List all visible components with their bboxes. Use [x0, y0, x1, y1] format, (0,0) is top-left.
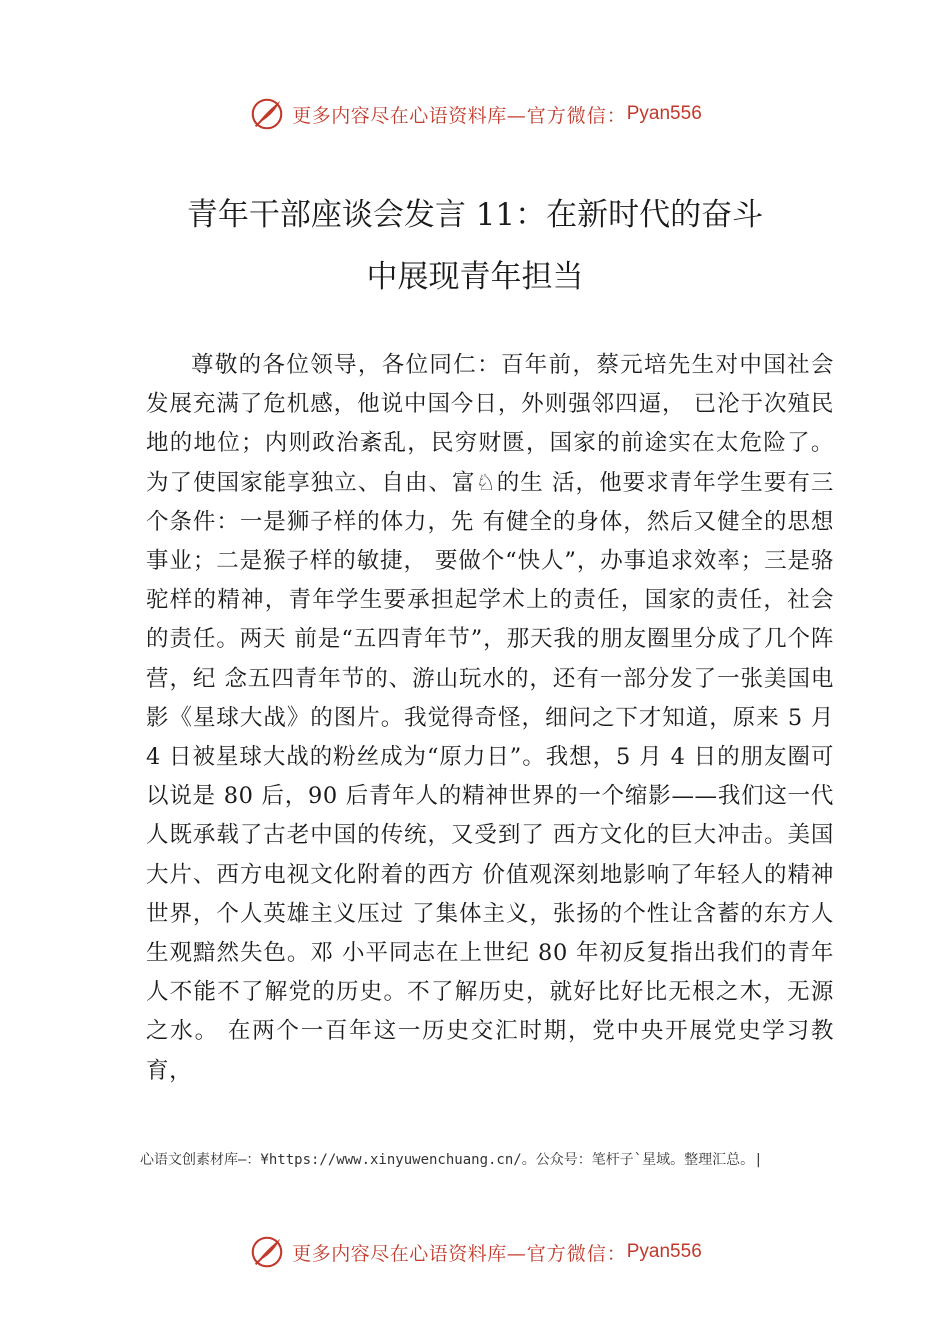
title-line-2: 中展现青年担当 [366, 259, 584, 295]
header-banner [0, 94, 950, 134]
wechat-id: Pyan556 [626, 103, 702, 124]
title-line-1: 青年干部座谈会发言 11：在新时代的奋斗 [186, 197, 764, 233]
feather-pen-logo-icon [248, 95, 286, 133]
wechat-id: Pyan556 [626, 1241, 702, 1262]
source-footnote: 心语文创素材库—：¥https://www.xinyuwenchuang.cn/。公众号：笔杆子`星域。整理汇总。| [140, 1152, 763, 1168]
banner-text: 更多内容尽在心语资料库 [292, 104, 507, 127]
footer-banner [0, 1232, 950, 1272]
body-paragraph: 尊敬的各位领导，各位同仁：百年前，蔡元培先生对中国社会发展充满了危机感，他说中国今日，外则强邻四逼， 已沦于次殖民地的地位；内则政治紊乱，民穷财匮，国家的前途实在太危险了。为了使国家能享独立、自由、富♘的生 活，他要求青年学生要有三个条件：一是狮子样的体力，先 有健全的身体，然后又健全的思想事业；二是猴子样的敏捷， 要做个“快人”，办事追求效率；三是骆驼样的精神，青年学生要承担起学术上的责任，国家的责任，社会的责任。两天 前是“五四青年节”，那天我的朋友圈里分成了几个阵营，纪 念五四青年节的、游山玩水的，还有一部分发了一张美国电 影《星球大战》的图片。我觉得奇怪，细问之下才知道，原来 5 月 4 日被星球大战的粉丝成为“原力日”。我想，5 月 4 日的朋友圈可以说是 80 后，90 后青年人的精神世界的一个缩影——我们这一代人既承载了古老中国的传统，又受到了 西方文化的巨大冲击。美国大片、西方电视文化附着的西方 价值观深刻地影响了年轻人的精神世界，个人英雄主义压过 了集体主义，张扬的个性让含蓄的东方人生观黯然失色。邓 小平同志在上世纪 80 年初反复指出我们的青年人不能不了解党的历史。不了解历史，就好比好比无根之木，无源之水。 在两个一百年这一历史交汇时期，党中央开展党史学习教育， [146, 352, 834, 1084]
banner-text: 更多内容尽在心语资料库 [292, 1242, 507, 1265]
banner-contact-label: —官方微信： [506, 104, 627, 127]
feather-pen-logo-icon [248, 1233, 286, 1271]
banner-contact-label: —官方微信： [506, 1242, 627, 1265]
page-title [100, 184, 850, 308]
